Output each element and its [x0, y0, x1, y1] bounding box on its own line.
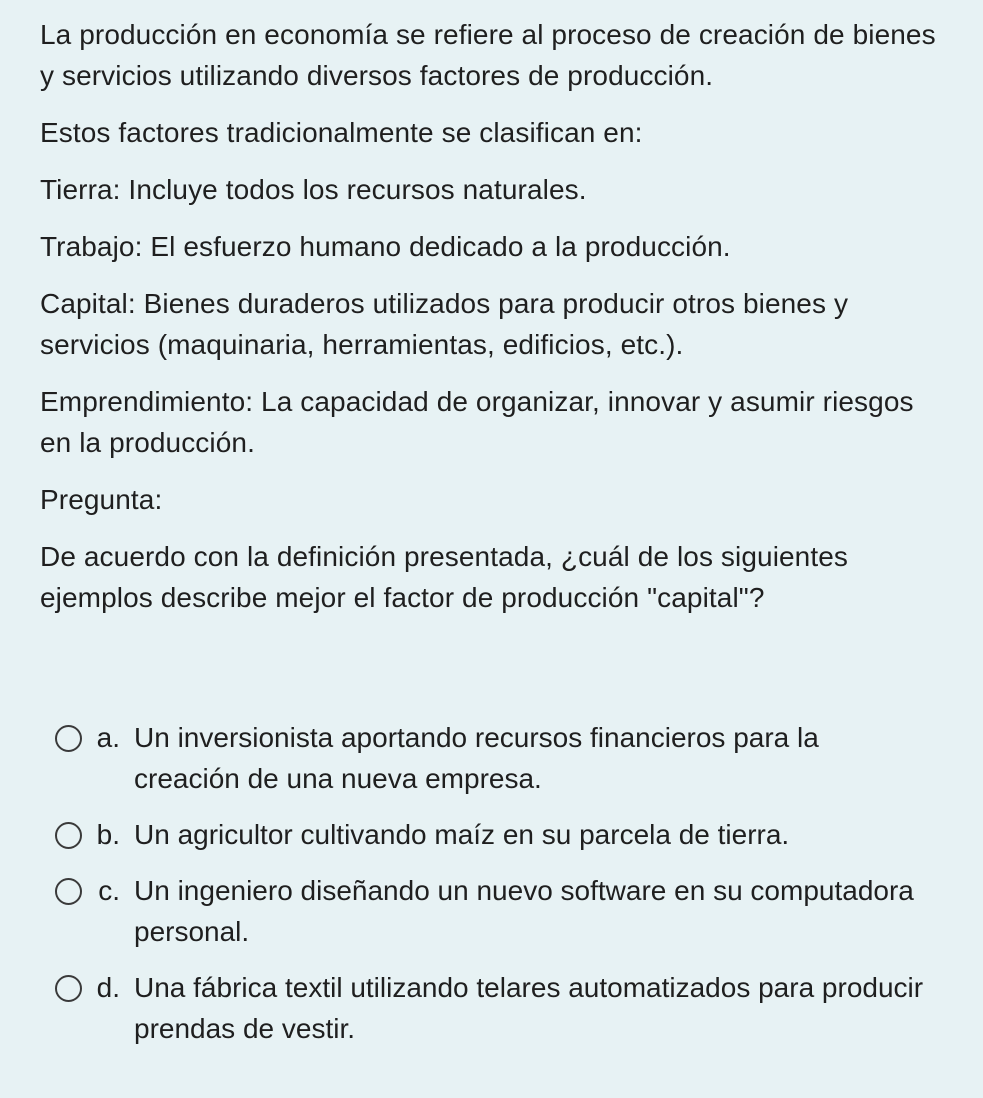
radio-button-d[interactable] — [55, 975, 82, 1002]
option-d[interactable] — [55, 967, 955, 1049]
intro-paragraph: La producción en economía se refiere al proceso de creación de bienes y servicios utilizando diversos factores de producción. — [40, 19, 936, 91]
factor-emprendimiento: Emprendimiento: La capacidad de organizar, innovar y asumir riesgos en la producción. — [40, 386, 914, 458]
radio-button-b[interactable] — [55, 822, 82, 849]
factor-tierra: Tierra: Incluye todos los recursos naturales. — [40, 174, 587, 205]
radio-button-c[interactable] — [55, 878, 82, 905]
radio-button-a[interactable] — [55, 725, 82, 752]
option-letter: b. — [96, 819, 120, 850]
option-text: Un ingeniero diseñando un nuevo software en su computadora personal. — [134, 875, 914, 947]
option-letter: a. — [96, 722, 120, 753]
option-b[interactable] — [55, 814, 955, 855]
question-label: Pregunta: — [40, 484, 163, 515]
question-text: De acuerdo con la definición presentada, ¿cuál de los siguientes ejemplos describe mejor el factor de producción "capital"? — [40, 541, 849, 613]
option-letter: d. — [96, 972, 120, 1003]
option-text: Un inversionista aportando recursos financieros para la creación de una nueva empresa. — [134, 722, 819, 794]
factors-intro: Estos factores tradicionalmente se clasifican en: — [40, 117, 643, 148]
option-a[interactable] — [55, 717, 955, 799]
option-text: Una fábrica textil utilizando telares automatizados para producir prendas de vestir. — [134, 972, 924, 1044]
option-text: Un agricultor cultivando maíz en su parcela de tierra. — [134, 819, 790, 850]
option-letter: c. — [98, 875, 120, 906]
answer-options — [55, 717, 955, 1064]
option-c[interactable] — [55, 870, 955, 952]
factor-capital: Capital: Bienes duraderos utilizados para producir otros bienes y servicios (maquinaria, herramientas, edificios, etc.). — [40, 288, 849, 360]
factor-trabajo: Trabajo: El esfuerzo humano dedicado a la producción. — [40, 231, 731, 262]
